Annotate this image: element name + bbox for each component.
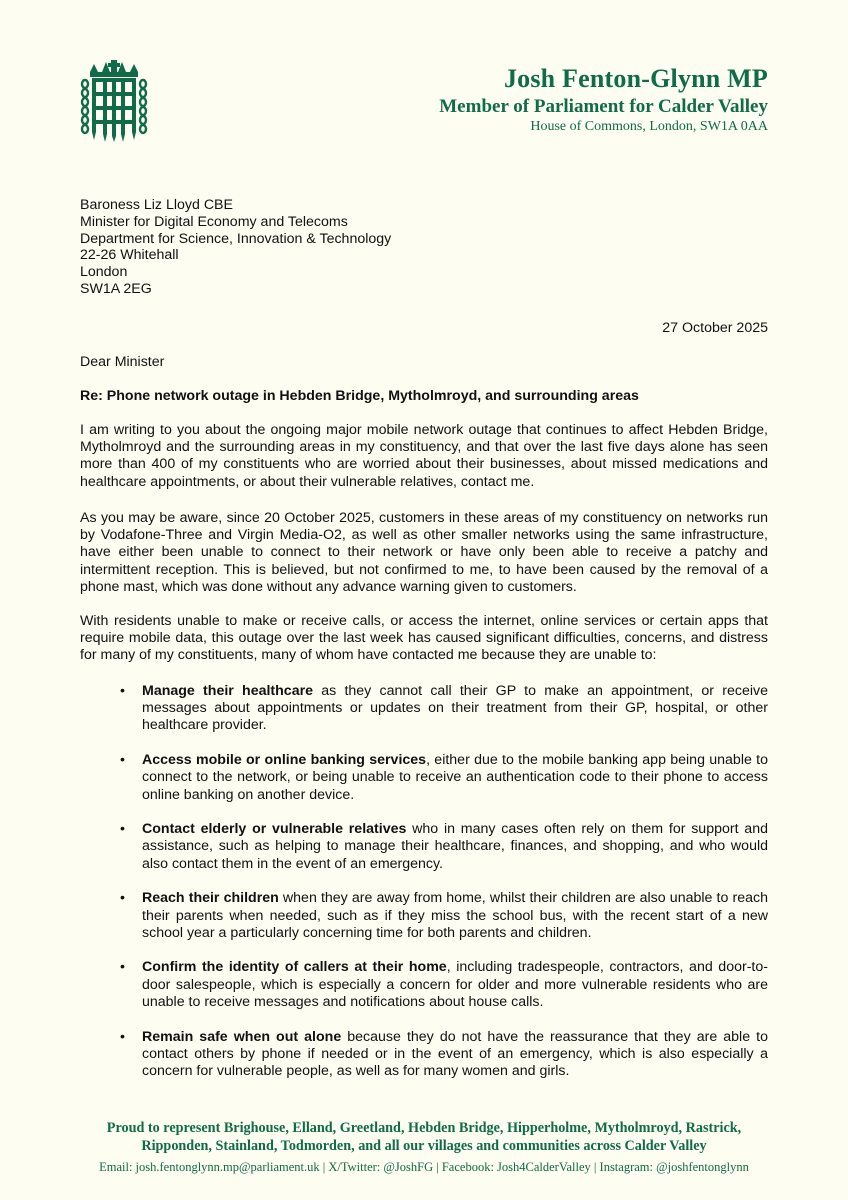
bullet-icon: • bbox=[120, 890, 125, 907]
mp-address: House of Commons, London, SW1A 0AA bbox=[530, 119, 768, 134]
list-item-text: , either due to the mobile banking app being unable to connect to the network, or being unable to receive an authentication code to their phone to access online banking on another device. bbox=[142, 752, 768, 803]
list-item bbox=[80, 752, 768, 804]
list-item-heading: Remain safe when out alone bbox=[142, 1028, 342, 1045]
list-item bbox=[80, 890, 768, 942]
list-item-text: when they are away from home, whilst their children are also unable to reach their parents when needed, such as if they miss the school bus, with the recent start of a new school year a particularly concerning time for both parents and children. bbox=[142, 890, 768, 941]
list-item-text: , including tradespeople, contractors, and door-to-door salespeople, which is especially a concern for older and more vulnerable residents who are unable to receive messages and notifications about house calls. bbox=[142, 959, 768, 1010]
list-item-text: as they cannot call their GP to make an appointment, or receive messages about appointments or updates on their treatment from their GP, hospital, or other healthcare provider. bbox=[142, 683, 768, 734]
list-item bbox=[80, 821, 768, 873]
letter-date: 27 October 2025 bbox=[662, 320, 768, 336]
recipient-line: Minister for Digital Economy and Telecoms bbox=[80, 213, 348, 230]
footer-constituency bbox=[80, 1120, 768, 1155]
footer-line: Proud to represent Brighouse, Elland, Greetland, Hebden Bridge, Hipperholme, Mytholmroyd, Rastrick, bbox=[106, 1120, 742, 1136]
body-paragraph: As you may be aware, since 20 October 2025, customers in these areas of my constituency on networks run by Vodafone-Three and Virgin Media-O2, as well as other smaller networks using the same infrastructure, have either been unable to connect to their network or have only been able to receive a patchy and intermittent reception. This is believed, but not confirmed to me, to have been caused by the removal of a phone mast, which was done without any advance warning given to customers. bbox=[80, 510, 768, 595]
recipient-line: Baroness Liz Lloyd CBE bbox=[80, 197, 233, 213]
bullet-icon: • bbox=[120, 752, 125, 769]
letterhead bbox=[439, 64, 768, 136]
salutation: Dear Minister bbox=[80, 354, 165, 370]
recipient-line: 22-26 Whitehall bbox=[80, 247, 179, 264]
recipient-address bbox=[80, 197, 391, 298]
list-item-heading: Reach their children bbox=[142, 890, 279, 907]
list-item bbox=[80, 1029, 768, 1081]
recipient-line: SW1A 2EG bbox=[80, 280, 152, 297]
footer-contact: Email: josh.fentonglynn.mp@parliament.uk | X/Twitter: @JoshFG | Facebook: Josh4CalderValley | Instagram: @joshfentonglynn bbox=[99, 1160, 749, 1174]
list-item-text: because they do not have the reassurance that they are able to contact others by phone if needed or in the event of an emergency, which is also especially a concern for vulnerable people, as well as for many women and girls. bbox=[142, 1028, 768, 1079]
bullet-icon: • bbox=[120, 959, 125, 976]
bullet-icon: • bbox=[120, 821, 125, 838]
portcullis-logo-icon bbox=[80, 60, 148, 142]
list-item bbox=[80, 959, 768, 1011]
list-item-heading: Access mobile or online banking services bbox=[142, 752, 427, 769]
list-item bbox=[80, 683, 768, 735]
footer-line: Ripponden, Stainland, Todmorden, and all our villages and communities across Calder Valley bbox=[141, 1137, 707, 1154]
recipient-line: London bbox=[80, 264, 128, 281]
list-item-heading: Manage their healthcare bbox=[142, 683, 314, 699]
body-paragraph: I am writing to you about the ongoing major mobile network outage that continues to affect Hebden Bridge, Mytholmroyd and the surrounding areas in my constituency, and that over the last five days alone has seen more than 400 of my constituents who are worried about their businesses, about missed medications and healthcare appointments, or about their vulnerable relatives, contact me. bbox=[80, 422, 768, 490]
mp-name: Josh Fenton-Glynn MP bbox=[503, 64, 768, 93]
list-item-text: who in many cases often rely on them for support and assistance, such as helping to manage their healthcare, finances, and shopping, and who would also contact them in the event of an emergency. bbox=[142, 821, 768, 872]
body-paragraph: With residents unable to make or receive calls, or access the internet, online services or certain apps that require mobile data, this outage over the last week has caused significant difficulties, concerns, and distress for many of my constituents, many of whom have contacted me because they are unable to: bbox=[80, 613, 768, 664]
recipient-line: Department for Science, Innovation & Technology bbox=[80, 230, 392, 247]
list-item-heading: Confirm the identity of callers at their home bbox=[142, 959, 447, 976]
subject-line: Re: Phone network outage in Hebden Bridge, Mytholmroyd, and surrounding areas bbox=[80, 388, 639, 404]
impact-list bbox=[80, 683, 768, 1098]
bullet-icon: • bbox=[120, 1028, 125, 1045]
bullet-icon: • bbox=[120, 683, 125, 699]
list-item-heading: Contact elderly or vulnerable relatives bbox=[142, 821, 407, 838]
mp-role: Member of Parliament for Calder Valley bbox=[439, 96, 768, 117]
